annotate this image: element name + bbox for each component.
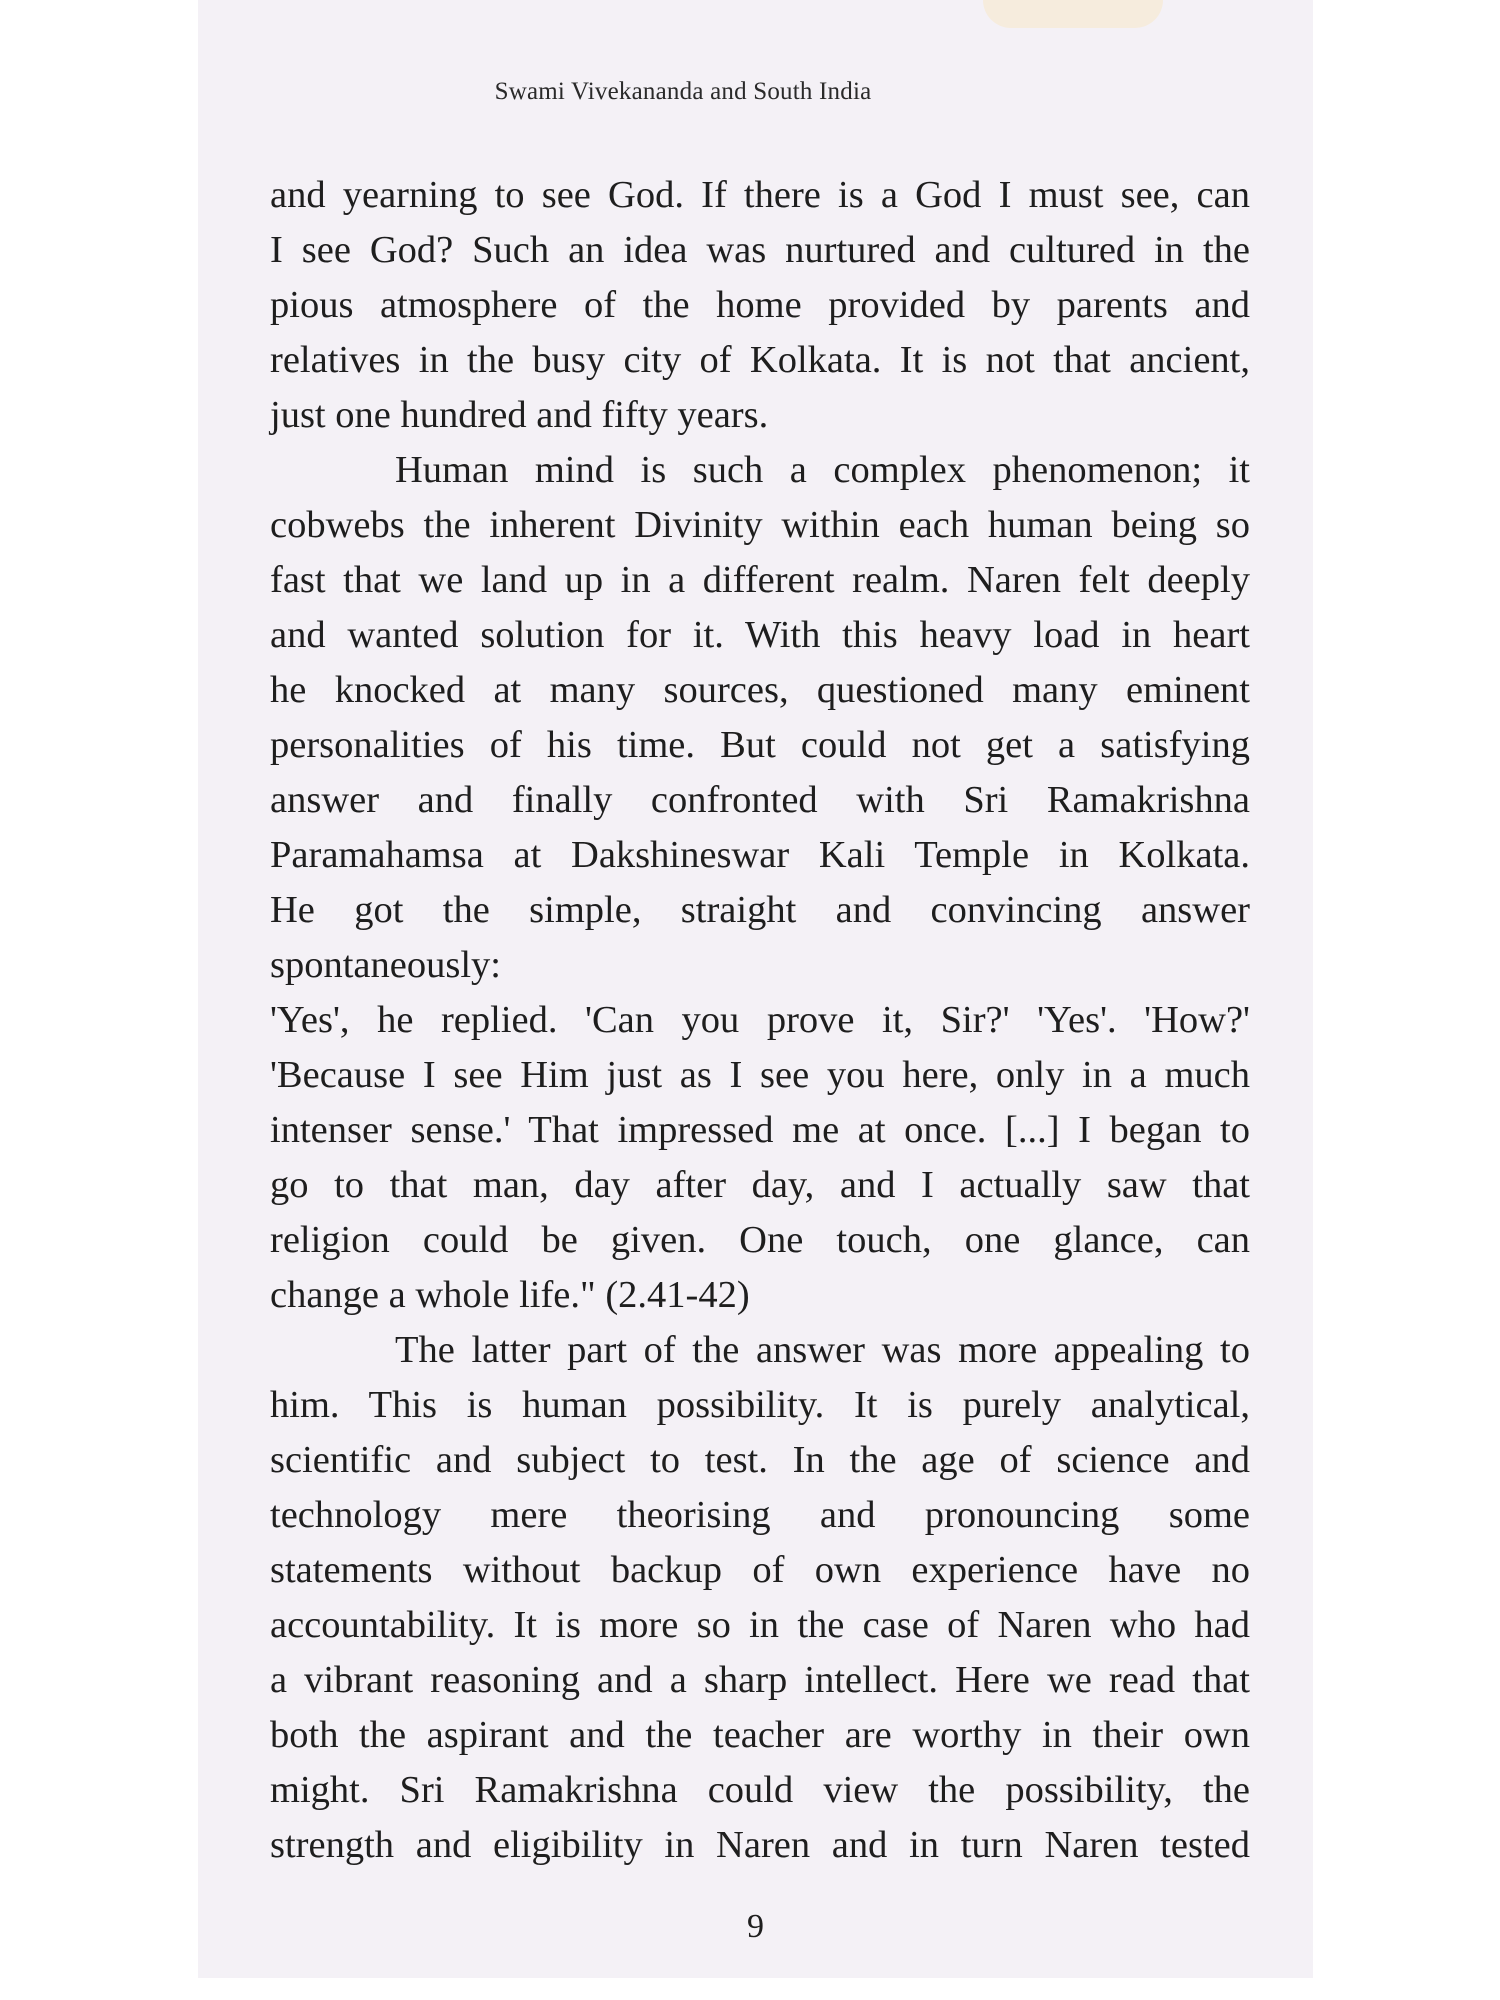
text-line: 'Because I see Him just as I see you here, only in a much bbox=[270, 1054, 1250, 1096]
text-line: The latter part of the answer was more appealing to bbox=[395, 1329, 1250, 1371]
page-number: 9 bbox=[747, 1908, 764, 1945]
text-line: Paramahamsa at Dakshineswar Kali Temple in Kolkata. bbox=[270, 834, 1250, 876]
text-line: scientific and subject to test. In the age of science and bbox=[270, 1439, 1250, 1481]
text-line: he knocked at many sources, questioned many eminent bbox=[270, 669, 1250, 711]
text-line: change a whole life." (2.41-42) bbox=[270, 1274, 750, 1316]
text-line: spontaneously: bbox=[270, 944, 501, 986]
text-line: I see God? Such an idea was nurtured and cultured in the bbox=[270, 229, 1250, 271]
text-line: statements without backup of own experience have no bbox=[270, 1549, 1250, 1591]
text-line: technology mere theorising and pronouncing some bbox=[270, 1494, 1250, 1536]
running-header: Swami Vivekananda and South India bbox=[494, 78, 872, 105]
text-line: He got the simple, straight and convincing answer bbox=[270, 889, 1250, 931]
text-line: answer and finally confronted with Sri Ramakrishna bbox=[270, 779, 1250, 821]
text-line: cobwebs the inherent Divinity within each human being so bbox=[270, 504, 1250, 546]
text-line: intenser sense.' That impressed me at once. [...] I began to bbox=[270, 1109, 1250, 1151]
text-line: personalities of his time. But could not get a satisfying bbox=[270, 724, 1250, 766]
body-text bbox=[270, 168, 1250, 1873]
text-line: just one hundred and fifty years. bbox=[270, 394, 769, 436]
text-line: and wanted solution for it. With this heavy load in heart bbox=[270, 614, 1250, 656]
text-line: 'Yes', he replied. 'Can you prove it, Sir?' 'Yes'. 'How?' bbox=[270, 999, 1250, 1041]
text-line: a vibrant reasoning and a sharp intellect. Here we read that bbox=[270, 1659, 1250, 1701]
text-line: and yearning to see God. If there is a God I must see, can bbox=[270, 174, 1250, 216]
text-line: him. This is human possibility. It is purely analytical, bbox=[270, 1384, 1250, 1426]
book-page bbox=[198, 0, 1313, 1978]
text-line: strength and eligibility in Naren and in turn Naren tested bbox=[270, 1824, 1250, 1866]
text-line: might. Sri Ramakrishna could view the possibility, the bbox=[270, 1769, 1250, 1811]
text-line: Human mind is such a complex phenomenon; it bbox=[395, 449, 1250, 491]
text-line: fast that we land up in a different realm. Naren felt deeply bbox=[270, 559, 1250, 601]
text-line: accountability. It is more so in the case of Naren who had bbox=[270, 1604, 1250, 1646]
text-line: pious atmosphere of the home provided by parents and bbox=[270, 284, 1250, 326]
text-line: religion could be given. One touch, one glance, can bbox=[270, 1219, 1250, 1261]
text-line: relatives in the busy city of Kolkata. It is not that ancient, bbox=[270, 339, 1250, 381]
text-line: go to that man, day after day, and I actually saw that bbox=[270, 1164, 1250, 1206]
text-line: both the aspirant and the teacher are worthy in their own bbox=[270, 1714, 1250, 1756]
